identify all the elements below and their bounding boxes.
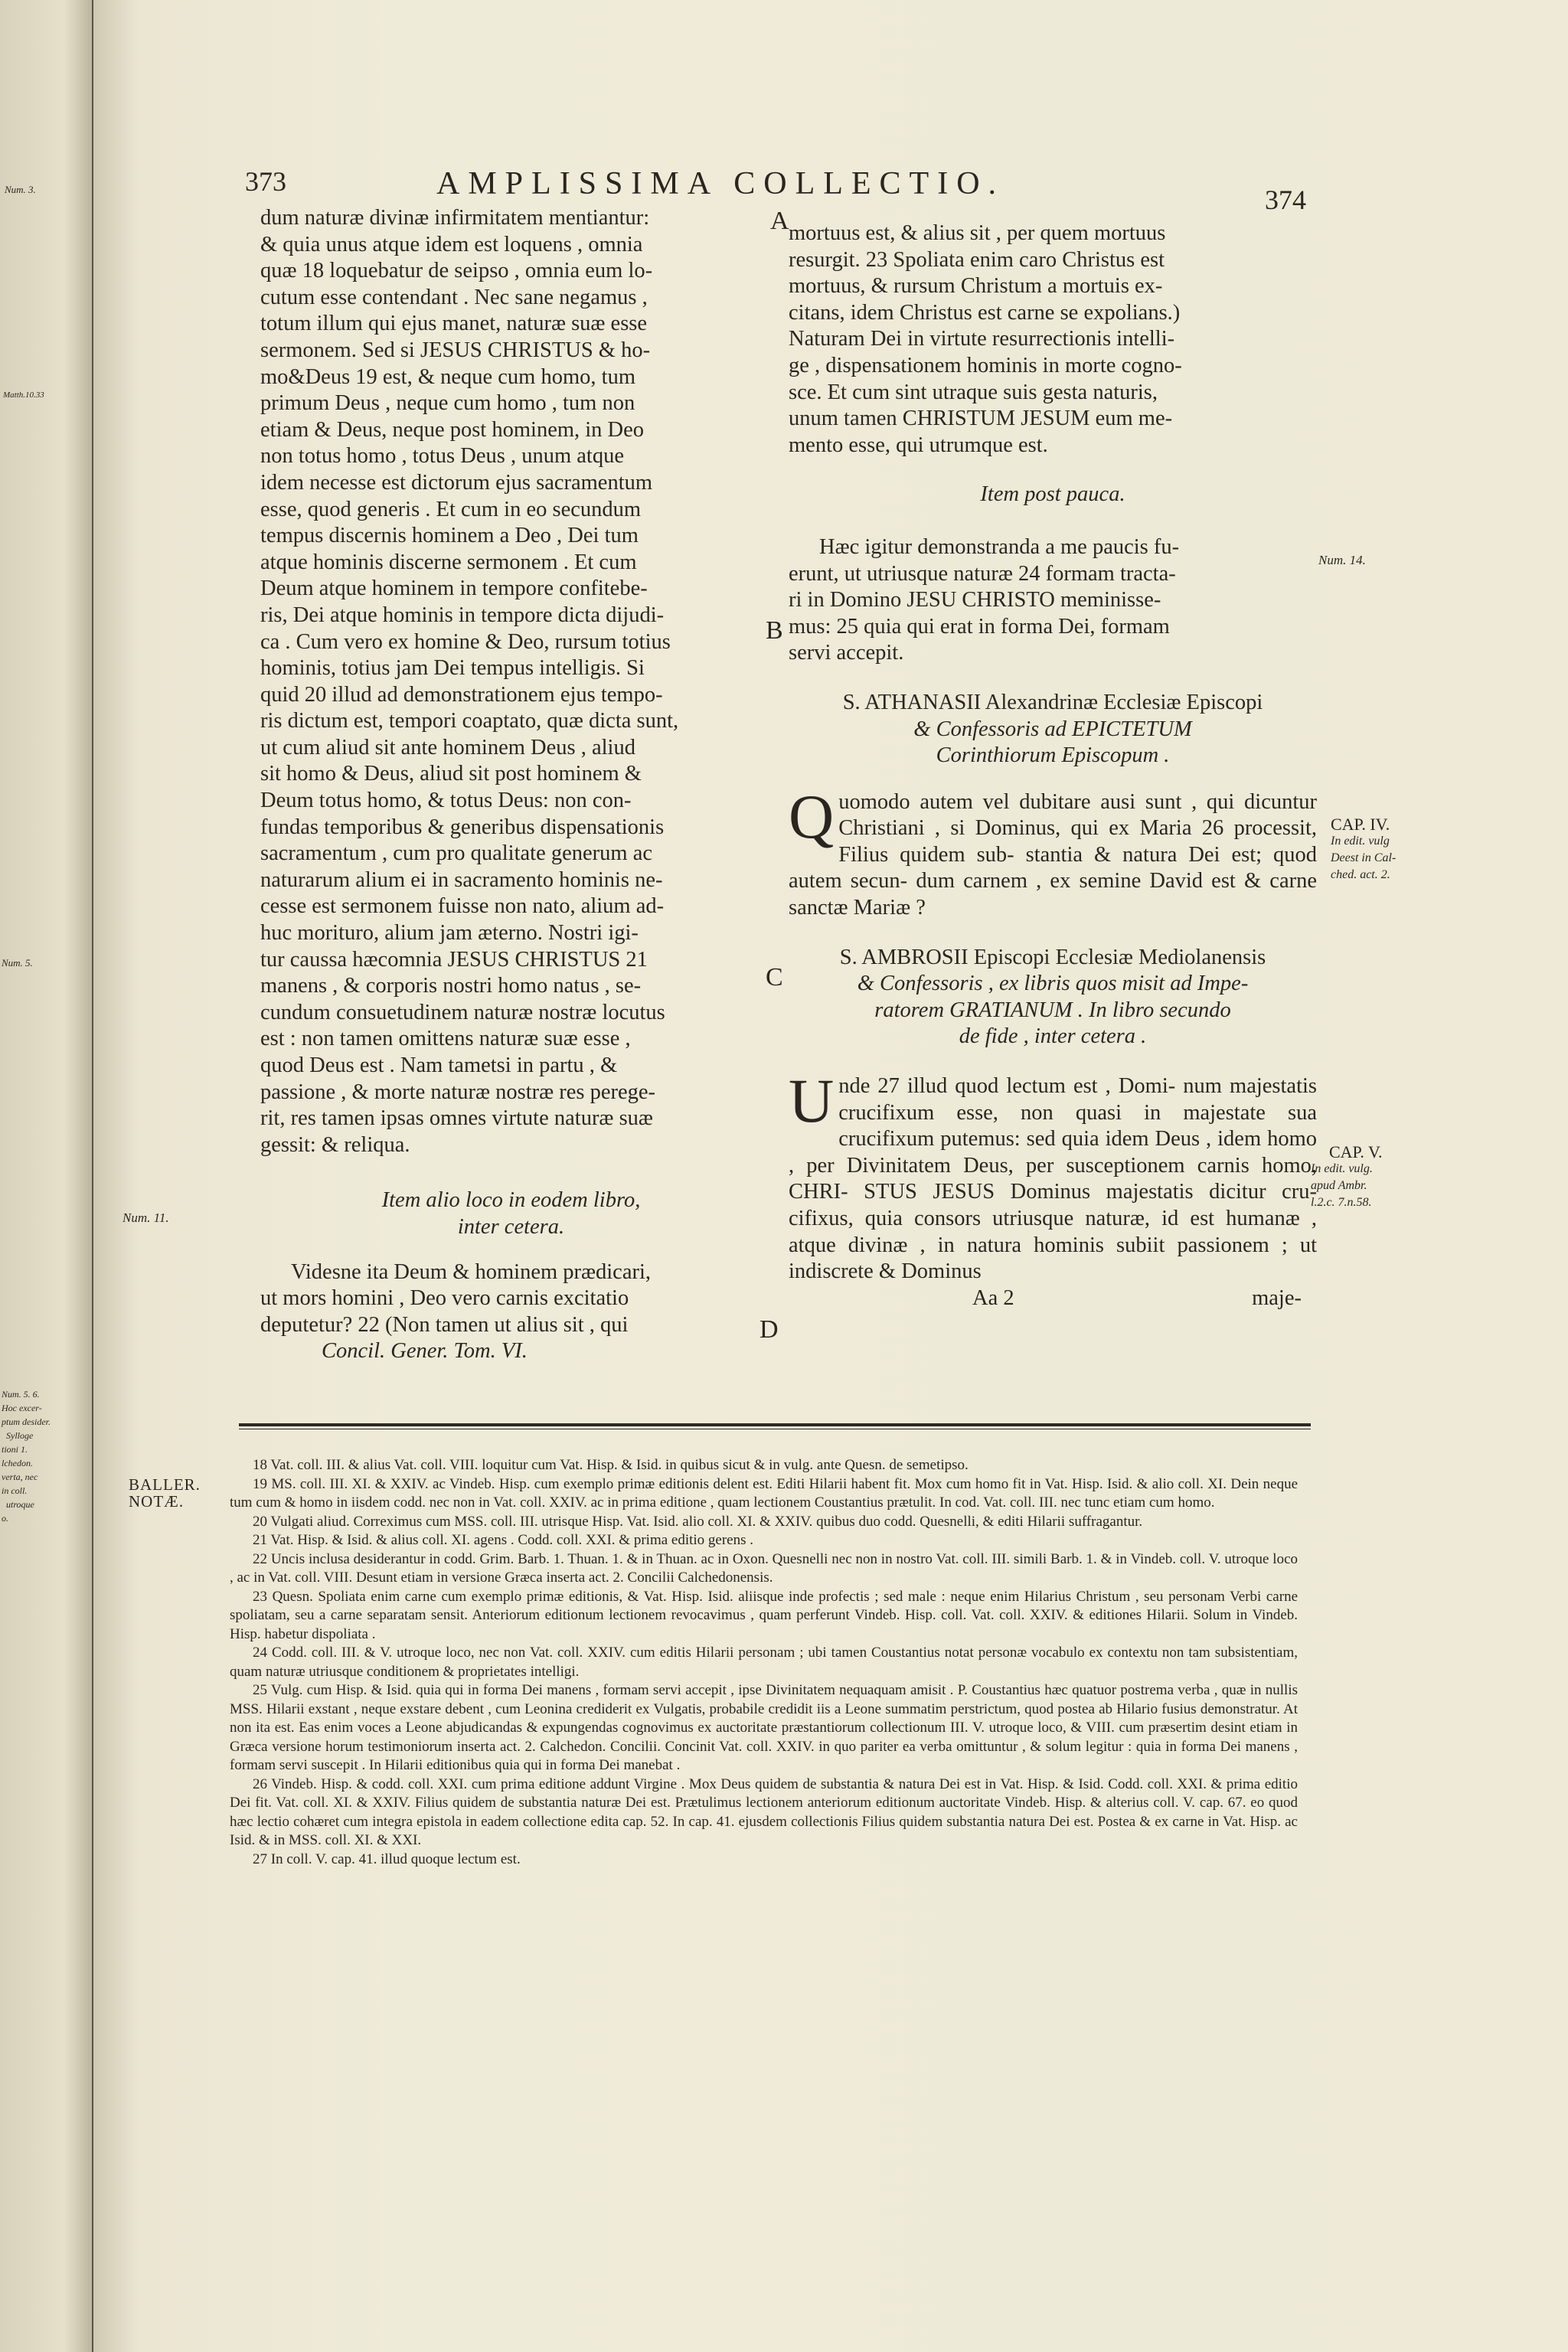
prev-margin-note: lchedon. [2,1458,33,1468]
footnote: 19 MS. coll. III. XI. & XXIV. ac Vindeb. Hisp. cum exemplo primæ editionis delent est. Editi Hilarii habent fit. Mox cum homo fit in Vat. Hisp. Isid. & alio coll. XI. Dein neque tum cum & homo in iisdem codd. nec non in Vat. coll. XXIV. ac in prima editione , quam lectionem Coustantius prætulit. In cod. Vat. coll. III. nec tunc etiam cum homo. [230,1475,1298,1511]
subheading: inter cetera. [457,1214,565,1239]
paragraph-athanasius: Quomodo autem vel dubitare ausi sunt , qui dicuntur Christiani , si Dominus, qui ex Maria 26 processit, Filius quidem sub- stantia & natura Dei est; quod autem secun- dum carnem , ex semine David est & carne sanctæ Mariæ ? [789,781,1317,920]
text-line: fundas temporibus & generibus dispensationis [260,815,665,839]
text-line: & quia unus atque idem est loquens , omnia [260,232,643,256]
section-heading: de fide , inter cetera . [959,1024,1147,1049]
notes-label [129,1476,201,1510]
cap-note: l.2.c. 7.n.58. [1311,1196,1372,1209]
text-line: quid 20 illud ad demonstrationem ejus tempo- [260,682,663,707]
notes-divider [239,1423,1311,1426]
left-text-column [260,205,762,1365]
prev-margin-note: o. [2,1513,8,1524]
text-line: tempus discernis hominem a Deo , Dei tum [260,524,639,548]
text-line: Videsne ita Deum & hominem prædicari, [291,1259,652,1284]
text-line: primum Deus , neque cum homo , tum non [260,391,635,416]
cap-number: CAP. IV. [1331,815,1390,834]
prev-margin-note: ptum desider. [2,1416,51,1427]
spacer [260,1158,762,1187]
text-line: cundum consuetudinem naturæ nostræ locutus [260,1000,665,1024]
text-line: esse, quod generis . Et cum in eo secundum [260,497,642,521]
text-line: citans, idem Christus est carne se expolians.) [789,300,1181,325]
text-line: ris dictum est, tempori coaptato, quæ dicta sunt, [260,709,679,733]
section-heading: S. ATHANASII Alexandrinæ Ecclesiæ Episcopi [842,690,1263,714]
section-letter: C [766,963,783,991]
spacer [789,459,1317,482]
footnote: 18 Vat. coll. III. & alius Vat. coll. VIII. loquitur cum Vat. Hisp. & Isid. in quibus sicut & in vulg. ante Quesn. de semetipso. [253,1457,969,1473]
text-line: manens , & corporis nostri homo natus , se- [260,974,642,998]
footnote: 23 Quesn. Spoliata enim carne cum exemplo primæ editionis, & Vat. Hisp. Isid. aliisque inde profectis ; sed male : neque enim Hilarius Christum , seu personam Verbi carne spoliatam, seu a carne separatam sensit. Anteriorum editionum lectionem revocavimus , quam perferunt Vindeb. Hisp. coll. Vat. coll. XXIV. & editiones Hilarii. Solum in Vindeb. Hisp. habetur dispoliata . [230,1588,1298,1642]
text-line: totum illum qui ejus manet, naturæ suæ esse [260,312,648,336]
text-line: quod Deus est . Nam tametsi in partu , & [260,1054,618,1077]
cap-note: In edit. vulg. [1311,1162,1373,1175]
text-line: cesse est sermonem fuisse non nato, alium ad- [260,894,665,919]
section-letter: D [760,1315,779,1344]
notes-label-line: BALLER. [129,1475,201,1494]
text-line: ri in Domino JESU CHRISTO meminisse- [789,588,1161,612]
text-line: Naturam Dei in virtute resurrectionis intelli- [789,327,1175,351]
signature-mark: Aa 2 [972,1285,1014,1310]
cap-note: apud Ambr. [1311,1179,1367,1192]
margin-note-num11: Num. 11. [122,1210,169,1225]
spacer [789,667,1317,690]
prev-margin-note: utroque [6,1499,34,1510]
text-line: tur caussa hæcomnia JESUS CHRISTUS 21 [260,947,648,972]
text-line: etiam & Deus, neque post hominem, in Deo [260,417,645,442]
text-line: passione , & morte naturæ nostræ res perege- [260,1080,656,1104]
text-line: mento esse, qui utrumque est. [789,433,1048,457]
text-line: ris, Dei atque hominis in tempore dicta dijudi- [260,603,665,627]
prev-margin-note: tioni 1. [2,1444,28,1455]
text-line: est : non tamen omittens naturæ suæ esse , [260,1027,631,1051]
notes-label-line: NOTÆ. [129,1492,185,1511]
footnote: 21 Vat. Hisp. & Isid. & alius coll. XI. agens . Codd. coll. XXI. & prima editio gerens . [253,1532,754,1548]
prev-margin-note: Num. 3. [5,184,36,195]
section-heading: & Confessoris ad EPICTETUM [913,717,1192,741]
section-heading: ratorem GRATIANUM . In libro secundo [874,998,1231,1022]
spacer [789,922,1317,945]
text-line: Deum totus homo, & totus Deus: non con- [260,789,632,813]
text-line: mortuus, & rursum Christum a mortuis ex- [789,274,1163,299]
footnotes [230,1456,1298,1869]
text-line: sacramentum , cum pro qualitate generum ac [260,841,652,866]
text-line: quæ 18 loquebatur de seipso , omnia eum lo- [260,259,653,283]
section-letter: B [766,616,783,645]
text-line: erunt, ut utriusque naturæ 24 formam tracta- [789,561,1176,586]
spacer [789,508,1317,534]
right-text-column [789,220,1317,1312]
spacer [789,1050,1317,1073]
prev-margin-note: verta, nec [2,1472,38,1482]
spacer [260,1241,762,1259]
subheading: Item alio loco in eodem libro, [381,1188,641,1213]
catchword: maje- [1252,1285,1302,1310]
text-line: gessit: & reliqua. [260,1132,410,1157]
footer-line [789,1285,1317,1312]
prev-margin-note: Hoc excer- [2,1403,42,1413]
text-line: mus: 25 quia qui erat in forma Dei, formam [789,614,1170,639]
footnote: 25 Vulg. cum Hisp. & Isid. quia qui in forma Dei manens , formam servi accepit , ipse Divinitatem nequaquam amisit . P. Coustantius hæc quatuor postrema verba , quæ in nullis MSS. Hilarii exstant , neque exstare debent , cum Leonina crediderit ex Vulgatis, probabile credidit iis a Leone summatim perstrictum, quod postea ab Hilario fusius demonstratur. At non ita est. Eas enim voces a Leone abjudicandas & expungendas cognovimus ex auctoritate præstantiorum collectionum III. V. utroque loco, & VIII. cum præsertim desint etiam in Græca versione horum testimoniorum inserta act. 2. Calchedon. Concilii. Concinit Vat. coll. XXIV. in quo pariter ea verba omittuntur , & solum legitur : quia in forma Dei manens , formam servi suscepit . In Hilarii editionibus quia qui in forma Dei manebat . [230,1682,1298,1773]
running-title: AMPLISSIMA COLLECTIO. [436,166,1005,201]
text-line: ut mors homini , Deo vero carnis excitatio [260,1286,629,1311]
page-number-right: 374 [1265,185,1306,215]
prev-margin-note: Num. 5. 6. [2,1389,40,1400]
spacer [789,769,1317,789]
footnote: 26 Vindeb. Hisp. & codd. coll. XXI. cum prima editione addunt Virgine . Mox Deus quidem de substantia & natura Dei est in Vat. Hisp. & Isid. Codd. coll. XXI. & prima editio Dei fit. Vat. coll. XI. & XXIV. Filius quidem de substantia naturæ Dei est. Prætulimus lectionem anteriorum editionum auctoritate Vindeb. Hisp. & alterius coll. V. cap. 67. eo quod hæc lectio cohæret cum integra epistola in eadem collectione edita cap. 52. In cap. 41. ejusdem collectionis Filius quidem substantia natura Dei est. Postea & ex carne in Vat. Hisp. ac Isid. & in MSS. coll. XI. & XXI. [230,1775,1298,1848]
text-line: sce. Et cum sint utraque suis gesta naturis, [789,380,1158,404]
text-line: atque hominis discerne sermonem . Et cum [260,550,637,574]
text-line: unum tamen CHRISTUM JESUM eum me- [789,407,1173,431]
prev-margin-note: Matth.10.33 [3,390,44,400]
text-line: ut cum aliud sit ante hominem Deus , aliud [260,735,635,760]
text-line: huc morituro, alium jam æterno. Nostri igi- [260,921,639,946]
text-line: idem necesse est dictorum ejus sacramentum [260,470,653,495]
text-line: ge , dispensationem hominis in morte cogno- [789,353,1182,377]
section-heading: S. AMBROSII Episcopi Ecclesiæ Mediolanensis [839,945,1266,969]
prev-margin-note: in coll. [2,1485,28,1496]
text-line: Deum atque hominem in tempore confitebe- [260,577,648,601]
text-line: ca . Cum vero ex homine & Deo, rursum totius [260,629,671,654]
text-line: hominis, totius jam Dei tempus intelligis. Si [260,656,645,681]
text-line: mo&Deus 19 est, & neque cum homo, tum [260,364,635,389]
prev-margin-note: Num. 5. [2,957,33,969]
cap-number: CAP. V. [1329,1142,1383,1161]
text-line: mortuus est, & alius sit , per quem mortuus [789,221,1166,245]
text-line: cutum esse contendant . Nec sane negamus , [260,285,648,309]
section-heading: Corinthiorum Episcopum . [936,743,1170,768]
volume-signature: Concil. Gener. Tom. VI. [322,1339,528,1364]
cap-note: Deest in Cal- [1331,851,1396,864]
footnote: 22 Uncis inclusa desiderantur in codd. Grim. Barb. 1. Thuan. 1. & in Thuan. ac in Oxon. Quesnelli nec non in nostro Vat. coll. III. simili Barb. 1. & in Vindeb. coll. V. utroque loco , ac in Vat. coll. VIII. Desunt etiam in versione Græca inserta act. 2. Concilii Calchedonensis. [230,1550,1298,1586]
previous-page-edge [0,0,92,2352]
margin-note-cap4 [1331,816,1396,884]
section-heading: & Confessoris , ex libris quos misit ad Impe- [857,972,1249,996]
text-line: resurgit. 23 Spoliata enim caro Christus est [789,247,1165,272]
text-line: sit homo & Deus, aliud sit post hominem & [260,762,642,786]
text-line: non totus homo , totus Deus , unum atque [260,444,624,469]
footnote: 20 Vulgati aliud. Correximus cum MSS. coll. III. utrisque Hisp. Vat. Isid. alio coll. XI. & XXIV. quibus duo codd. Quesnelli, & editi Hilarii suffragantur. [253,1513,1143,1530]
margin-note-cap5 [1311,1144,1383,1211]
footnote: 24 Codd. coll. III. & V. utroque loco, nec non Vat. coll. XXIV. cum editis Hilarii personam ; ubi tamen Coustantius notat personæ vocabulo ex contextu non tam subsistentiam, quam naturæ utriusque conditionem & proprietates intelligi. [230,1645,1298,1680]
cap-note: ched. act. 2. [1331,868,1390,881]
text-line: naturarum alium ei in sacramento hominis ne- [260,867,663,892]
text-line: deputetur? 22 (Non tamen ut alius sit , qui [260,1312,629,1337]
section-letter: A [770,207,789,235]
text-line: dum naturæ divinæ infirmitatem mentiantur: [260,206,650,230]
text-line: rit, res tamen ipsas omnes virtute naturæ suæ [260,1106,653,1131]
footnote: 27 In coll. V. cap. 41. illud quoque lectum est. [253,1851,521,1867]
margin-note-num14: Num. 14. [1318,553,1366,567]
subheading: Item post pauca. [980,482,1125,507]
text-line: sermonem. Sed si JESUS CHRISTUS & ho- [260,338,651,362]
page-number-left: 373 [245,166,286,197]
prev-margin-note: Sylloge [6,1430,34,1441]
cap-note: In edit. vulg [1331,835,1390,848]
text-line: Hæc igitur demonstranda a me paucis fu- [819,534,1180,559]
paragraph-ambrose: Unde 27 illud quod lectum est , Domi- num majestatis crucifixum esse, non quasi in majestate sua crucifixum putemus: sed quia idem Deus , idem homo , per Divinitatem Deus, per susceptionem carnis homo, CHRI- STUS JESUS Dominus majestatis dicitur cru- cifixus, quia consors utriusque naturæ, id est humanæ , atque divinæ , in natura hominis subiit passionem ; ut indiscrete & Dominus [789,1066,1317,1284]
text-line: servi accepit. [789,641,904,665]
